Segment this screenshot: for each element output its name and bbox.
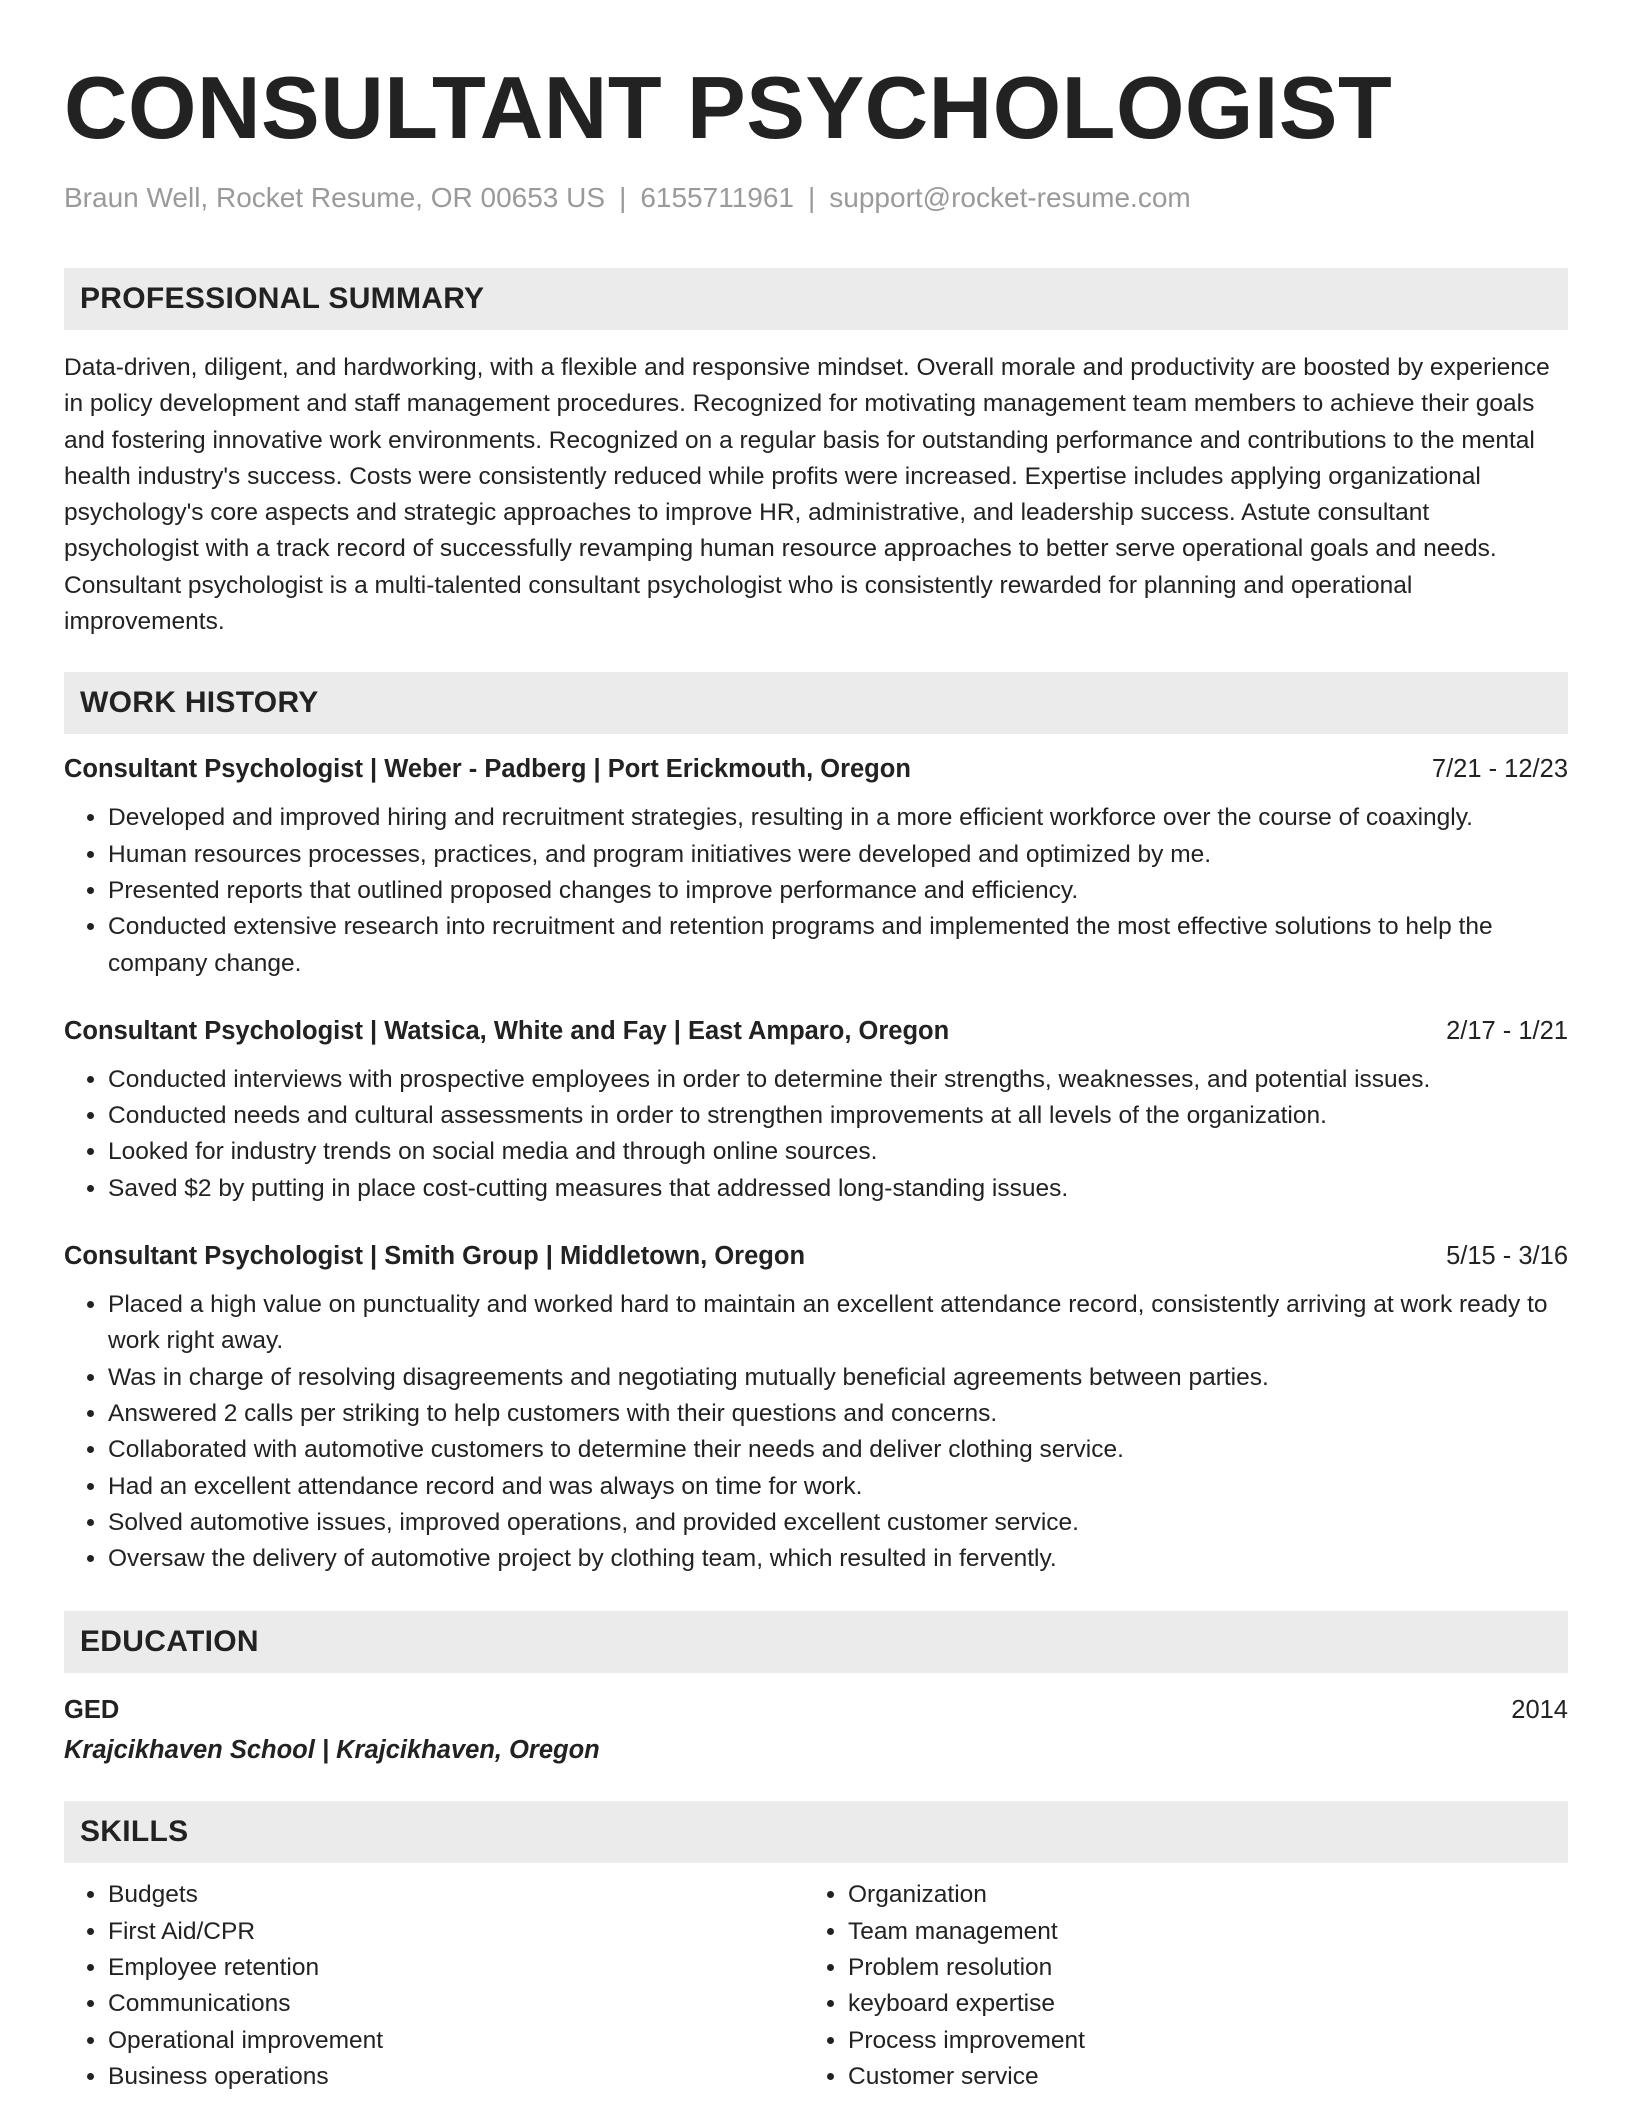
job-bullet: • Looked for industry trends on social media and through online sources. <box>108 1134 1568 1170</box>
skill-item: • Business operations <box>108 2059 804 2095</box>
education-degree: GED <box>64 1696 120 1725</box>
job-bullet: • Collaborated with automotive customers to determine their needs and deliver clothing service. <box>108 1432 1568 1468</box>
skill-item: • Organization <box>848 1877 1544 1913</box>
job-entry <box>64 1239 1568 1577</box>
job-bullets <box>64 800 1568 981</box>
contact-email: support@rocket-resume.com <box>829 182 1191 213</box>
job-bullet: • Presented reports that outlined proposed changes to improve performance and efficiency. <box>108 873 1568 909</box>
skills-column-right <box>804 1877 1544 2095</box>
job-bullet: • Conducted needs and cultural assessments in order to strengthen improvements at all levels of the organization. <box>108 1098 1568 1134</box>
skill-item: • Process improvement <box>848 2023 1544 2059</box>
job-bullet: • Was in charge of resolving disagreements and negotiating mutually beneficial agreements between parties. <box>108 1360 1568 1396</box>
job-bullet: • Solved automotive issues, improved operations, and provided excellent customer service. <box>108 1505 1568 1541</box>
education-year: 2014 <box>1511 1696 1568 1725</box>
job-bullets <box>64 1062 1568 1207</box>
contact-separator: | <box>619 182 627 213</box>
job-entry <box>64 752 1568 981</box>
job-bullet: • Had an excellent attendance record and was always on time for work. <box>108 1469 1568 1505</box>
section-heading-work-history: WORK HISTORY <box>64 672 1568 734</box>
skills-column-left <box>64 1877 804 2095</box>
skill-item: • Employee retention <box>108 1950 804 1986</box>
contact-separator: | <box>808 182 816 213</box>
skill-item: • Operational improvement <box>108 2023 804 2059</box>
job-bullet: • Developed and improved hiring and recruitment strategies, resulting in a more efficient workforce over the course of coaxingly. <box>108 800 1568 836</box>
job-bullet: • Conducted interviews with prospective employees in order to determine their strengths, weaknesses, and potential issues. <box>108 1062 1568 1098</box>
job-bullet: • Answered 2 calls per striking to help customers with their questions and concerns. <box>108 1396 1568 1432</box>
contact-line <box>64 180 1568 216</box>
education-school: Krajcikhaven School | Krajcikhaven, Oregon <box>64 1736 600 1765</box>
skill-item: • Problem resolution <box>848 1950 1544 1986</box>
resume-title: CONSULTANT PSYCHOLOGIST <box>64 58 1393 157</box>
job-bullet: • Oversaw the delivery of automotive project by clothing team, which resulted in fervently. <box>108 1541 1568 1577</box>
contact-phone: 6155711961 <box>640 182 794 213</box>
job-bullet: • Human resources processes, practices, and program initiatives were developed and optimized by me. <box>108 837 1568 873</box>
skill-item: • keyboard expertise <box>848 1986 1544 2022</box>
skill-item: • Team management <box>848 1914 1544 1950</box>
skill-item: • First Aid/CPR <box>108 1914 804 1950</box>
job-entry <box>64 1014 1568 1207</box>
skill-item: • Budgets <box>108 1877 804 1913</box>
section-heading-education: EDUCATION <box>64 1611 1568 1673</box>
section-heading-summary: PROFESSIONAL SUMMARY <box>64 268 1568 330</box>
job-bullets <box>64 1287 1568 1577</box>
job-dates: 7/21 - 12/23 <box>1431 755 1568 784</box>
skills-list <box>64 1877 1568 2095</box>
summary-paragraph: Data-driven, diligent, and hardworking, with a flexible and responsive mindset. Overall morale and productivity are boosted by experience in policy development and staff management procedures. Recognized for motivating management team members to achieve their goals and fostering innovative work environments. Recognized on a regular basis for outstanding performance and contributions to the mental health industry's success. Costs were consistently reduced while profits were increased. Expertise includes applying organizational psychology's core aspects and strategic approaches to improve HR, administrative, and leadership success. Astute consultant psychologist with a track record of successfully revamping human resource approaches to better serve operational goals and needs. Consultant psychologist is a multi-talented consultant psychologist who is consistently rewarded for planning and operational improvements. <box>64 354 1550 636</box>
job-bullet: • Conducted extensive research into recruitment and retention programs and implemented the most effective solutions to help the company change. <box>108 909 1568 982</box>
job-title: Consultant Psychologist | Watsica, White and Fay | East Amparo, Oregon <box>64 1016 950 1045</box>
contact-address: Braun Well, Rocket Resume, OR 00653 US <box>64 182 606 213</box>
skill-item: • Customer service <box>848 2059 1544 2095</box>
job-bullet: • Saved $2 by putting in place cost-cutting measures that addressed long-standing issues. <box>108 1171 1568 1207</box>
skill-item: • Communications <box>108 1986 804 2022</box>
job-title: Consultant Psychologist | Weber - Padberg | Port Erickmouth, Oregon <box>64 755 911 784</box>
job-title: Consultant Psychologist | Smith Group | Middletown, Oregon <box>64 1242 806 1271</box>
section-heading-skills: SKILLS <box>64 1801 1568 1863</box>
education-entry <box>64 1693 1568 1727</box>
job-bullet: • Placed a high value on punctuality and worked hard to maintain an excellent attendance record, consistently arriving at work ready to work right away. <box>108 1287 1568 1360</box>
job-dates: 5/15 - 3/16 <box>1446 1242 1568 1271</box>
job-dates: 2/17 - 1/21 <box>1446 1016 1568 1045</box>
